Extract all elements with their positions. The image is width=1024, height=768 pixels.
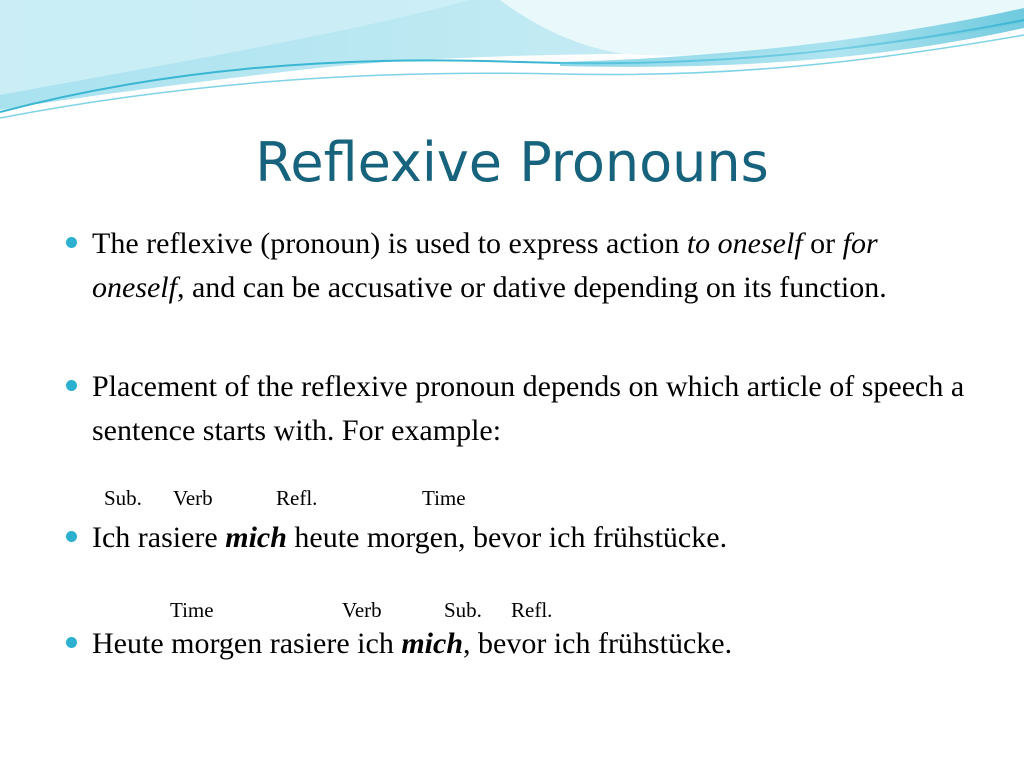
label-verb: Verb — [173, 486, 213, 510]
bullet-dot-icon — [66, 637, 77, 648]
bullet-example-2 — [92, 622, 972, 666]
bullet-text-italic: to oneself — [686, 227, 803, 260]
label-time: Time — [422, 486, 466, 510]
bullet-text: Placement of the reflexive pronoun depends on which article of speech a sentence starts with. For example: — [92, 370, 965, 447]
bullet-text: Ich rasiere — [92, 521, 226, 554]
bullet-dot-icon — [66, 531, 77, 542]
bullet-item-reflexive-definition — [92, 222, 972, 310]
bullet-text-italic: for oneself — [92, 227, 878, 304]
label-refl: Refl. — [276, 486, 318, 510]
bullet-dot-icon — [66, 237, 77, 248]
bullet-text: or — [802, 227, 843, 260]
bullet-text-bold-italic: mich — [225, 521, 287, 554]
bullet-text-bold-italic: mich — [401, 627, 463, 660]
label-sub: Sub. — [444, 598, 482, 622]
bullet-item-placement — [92, 365, 972, 453]
bullet-text: , and can be accusative or dative depending on its function. — [176, 271, 887, 304]
header-wave-decoration — [0, 0, 1024, 130]
label-time: Time — [170, 598, 214, 622]
bullet-text: The reflexive (pronoun) is used to express action — [92, 227, 687, 260]
bullet-dot-icon — [66, 380, 77, 391]
bullet-text: , bevor ich frühstücke. — [463, 627, 733, 660]
bullet-text: heute morgen, bevor ich frühstücke. — [286, 521, 728, 554]
bullet-text: Heute morgen rasiere ich — [92, 627, 402, 660]
label-sub: Sub. — [104, 486, 142, 510]
label-verb: Verb — [342, 598, 382, 622]
bullet-example-1 — [92, 516, 972, 560]
slide-title: Reflexive Pronouns — [255, 131, 769, 194]
label-refl: Refl. — [511, 598, 553, 622]
